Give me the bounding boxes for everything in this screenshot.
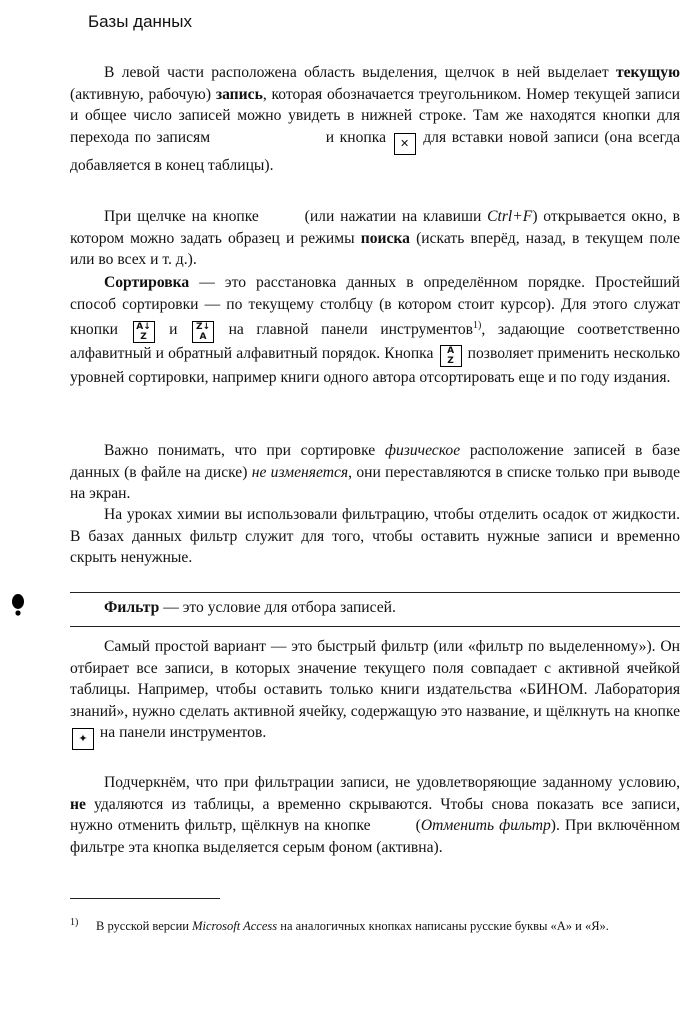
- advanced-sort-icon: A Z: [440, 345, 462, 367]
- paragraph-filter-intro: На уроках химии вы использовали фильтрацию, чтобы отделить осадок от жидкости. В базах данных фильтр служит для того, чтобы оставить нужные записи и временно скрыть ненужные.: [70, 506, 680, 566]
- footnote-mark: 1): [70, 917, 79, 928]
- exclamation-icon: [10, 594, 26, 616]
- paragraph-search: При щелчке на кнопке (или нажатии на клавиши Ctrl+F) открывается окно, в котором можно задать образец и режимы поиска (искать вперёд, назад, в текущем поле или во всех и т. д.).: [70, 208, 680, 268]
- footnote-rule: [70, 898, 220, 899]
- paragraph-filter-hidden: Подчеркнём, что при фильтрации записи, не удовлетворяющие заданному условию, не удаляются из таблицы, а временно скрываются. Чтобы снова показать все записи, нужно отменить фильтр, щёлкнув на кнопке (Отменить фильтр). При включённом фильтре эта кнопка выделяется серым фоном (активна).: [70, 774, 680, 856]
- page-header: Базы данных: [88, 12, 193, 31]
- footnote: 1) В русской версии Microsoft Access на аналогичных кнопках написаны русские буквы «А» и «Я».: [70, 918, 680, 935]
- filter-by-selection-icon: ✦: [72, 728, 94, 750]
- sort-ascending-icon: A↓ Z: [133, 321, 155, 343]
- new-record-icon: ✕: [394, 133, 416, 155]
- paragraph-physical-order: Важно понимать, что при сортировке физическое расположение записей в базе данных (в файле на диске) не изменяется, они переставляются в списке только при выводе на экран.: [70, 442, 680, 502]
- paragraph-sorting: Сортировка — это расстановка данных в определённом порядке. Простейший способ сортировки — по текущему столбцу (в котором стоит курсор). Для этого служат кнопки A↓ Z и Z↓ A на главной панели инструментов$^{1)}$, задающие соответственно алфавитный и обратный алфавитный порядок. Кнопка A Z позволяет применить несколько уровней сортировки, например книги одного автора отсортировать еще и по году издания.: [70, 274, 680, 387]
- sort-descending-icon: Z↓ A: [192, 321, 214, 343]
- definition-bottom-rule: [70, 626, 680, 627]
- definition-filter: Фильтр — это условие для отбора записей.: [104, 599, 396, 616]
- definition-top-rule: [70, 592, 680, 593]
- paragraph-quick-filter: Самый простой вариант — это быстрый фильтр (или «фильтр по выделенному»). Он отбирает все записи, в которых значение текущего поля совпадает с активной ячейкой таблицы. Например, чтобы оставить только книги издательства «БИНОМ. Лаборатория знаний», нужно сделать активной ячейку, содержащую это название, и щёлкнуть на кнопке ✦ на панели инструментов.: [70, 636, 680, 750]
- paragraph-records: В левой части расположена область выделения, щелчок в ней выделает текущую (активную, рабочую) запись, которая обозначается треугольником. Номер текущей записи и общее число записей можно увидеть в нижней строке. Там же находятся кнопки для перехода по записям и кнопка ✕ для вставки новой записи (она всегда добавляется в конец таблицы).: [70, 64, 680, 174]
